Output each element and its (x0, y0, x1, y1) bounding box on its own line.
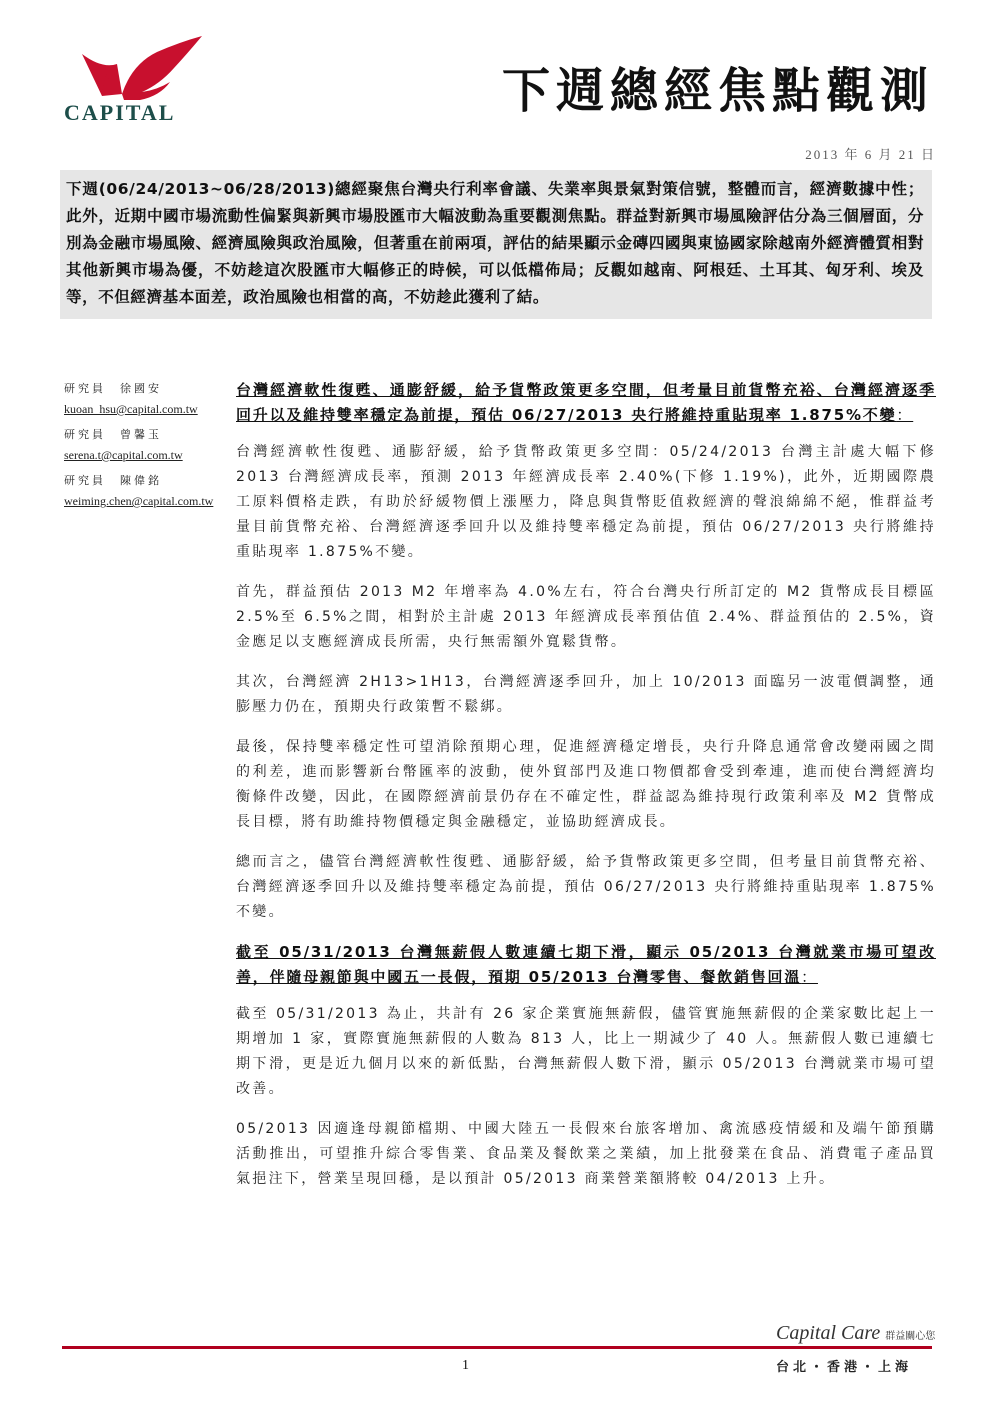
section-heading: 台灣經濟軟性復甦、通膨舒緩，給予貨幣政策更多空間，但考量目前貨幣充裕、台灣經濟逐季回升以及維持雙率穩定為前提，預估 06/27/2013 央行將維持重貼現率 1.875%不變： (236, 381, 936, 424)
paragraph: 總而言之，儘管台灣經濟軟性復甦、通膨舒緩，給予貨幣政策更多空間，但考量目前貨幣充裕、台灣經濟逐季回升以及維持雙率穩定為前提，預估 06/27/2013 央行將維持重貼現率 1.875%不變。 (236, 854, 936, 920)
paragraph: 最後，保持雙率穩定性可望消除預期心理，促進經濟穩定增長，央行升降息通常會改變兩國之間的利差，進而影響新台幣匯率的波動，使外貿部門及進口物價都會受到牽連，進而使台灣經濟均衡條件改變，因此，在國際經濟前景仍存在不確定性，群益認為維持現行政策利率及 M2 貨幣成長目標，將有助維持物價穩定與金融穩定，並協助經濟成長。 (236, 739, 936, 830)
section-heading: 截至 05/31/2013 台灣無薪假人數連續七期下滑，顯示 05/2013 台灣就業市場可望改善，伴隨母親節與中國五一長假，預期 05/2013 台灣零售、餐飲銷售回溫： (236, 943, 936, 986)
analyst-name: 研究員 陳偉銘 (64, 474, 162, 487)
main-content (236, 378, 936, 1207)
footer-divider (62, 1346, 932, 1349)
analyst-name: 研究員 曾馨玉 (64, 428, 162, 441)
summary-box: 下週(06/24/2013~06/28/2013)總經聚焦台灣央行利率會議、失業率與景氣對策信號，整體而言，經濟數據中性；此外，近期中國市場流動性偏緊與新興市場股匯市大幅波動為重要觀測焦點。群益對新興市場風險評估分為三個層面，分別為金融市場風險、經濟風險與政治風險，但著重在前兩項，評估的結果顯示金磚四國與東協國家除越南外經濟體質相對其他新興市場為優，不妨趁這次股匯市大幅修正的時候，可以低檔佈局；反觀如越南、阿根廷、土耳其、匈牙利、埃及等，不但經濟基本面差，政治風險也相當的高，不妨趁此獲利了結。 (60, 170, 932, 319)
paragraph: 截至 05/31/2013 為止，共計有 26 家企業實施無薪假，儘管實施無薪假的企業家數比起上一期增加 1 家，實際實施無薪假的人數為 813 人，比上一期減少了 40 人。無薪假人數已連續七期下滑，更是近九個月以來的新低點，台灣無薪假人數下滑，顯示 05/2013 台灣就業市場可望改善。 (236, 1006, 936, 1097)
analyst-email-link[interactable]: serena.t@capital.com.tw (64, 448, 183, 462)
analyst-email-link[interactable]: kuoan_hsu@capital.com.tw (64, 402, 198, 416)
page-number: 1 (462, 1358, 469, 1373)
analyst-entry (64, 380, 234, 417)
analyst-entry (64, 472, 234, 509)
analyst-entry (64, 426, 234, 463)
footer-cities: 台北・香港・上海 (776, 1360, 913, 1375)
analyst-name: 研究員 徐國安 (64, 382, 162, 395)
analyst-list (64, 380, 234, 518)
paragraph: 其次，台灣經濟 2H13>1H13，台灣經濟逐季回升，加上 10/2013 面臨另一波電價調整，通膨壓力仍在，預期央行政策暫不鬆綁。 (236, 674, 936, 715)
footer-brand: Capital Care 群益關心您 (770, 1322, 941, 1345)
page-title: 下週總經焦點觀測 (501, 63, 934, 119)
paragraph: 台灣經濟軟性復甦、通膨舒緩，給予貨幣政策更多空間：05/24/2013 台灣主計處大幅下修 2013 台灣經濟成長率，預測 2013 年經濟成長率 2.40%(下修 1.19%)，此外，近期國際農工原料價格走跌，有助於紓緩物價上漲壓力，降息與貨幣貶值救經濟的聲浪綿綿不絕，惟群益考量目前貨幣充裕、台灣經濟逐季回升以及維持雙率穩定為前提，預估 06/27/2013 央行將維持重貼現率 1.875%不變。 (236, 444, 936, 560)
paragraph: 首先，群益預估 2013 M2 年增率為 4.0%左右，符合台灣央行所訂定的 M2 貨幣成長目標區 2.5%至 6.5%之間，相對於主計處 2013 年經濟成長率預估值 2.4%、群益預估的 2.5%，資金應足以支應經濟成長所需，央行無需額外寬鬆貨幣。 (236, 584, 936, 650)
report-date: 2013 年 6 月 21 日 (805, 147, 936, 162)
analyst-email-link[interactable]: weiming.chen@capital.com.tw (64, 494, 214, 508)
logo-text: CAPITAL (64, 100, 176, 125)
paragraph: 05/2013 因適逢母親節檔期、中國大陸五一長假來台旅客增加、禽流感疫情緩和及端午節預購活動推出，可望推升綜合零售業、食品業及餐飲業之業績，加上批發業在食品、消費電子產品買氣挹注下，營業呈現回穩，是以預計 05/2013 商業營業額將較 04/2013 上升。 (236, 1121, 936, 1187)
